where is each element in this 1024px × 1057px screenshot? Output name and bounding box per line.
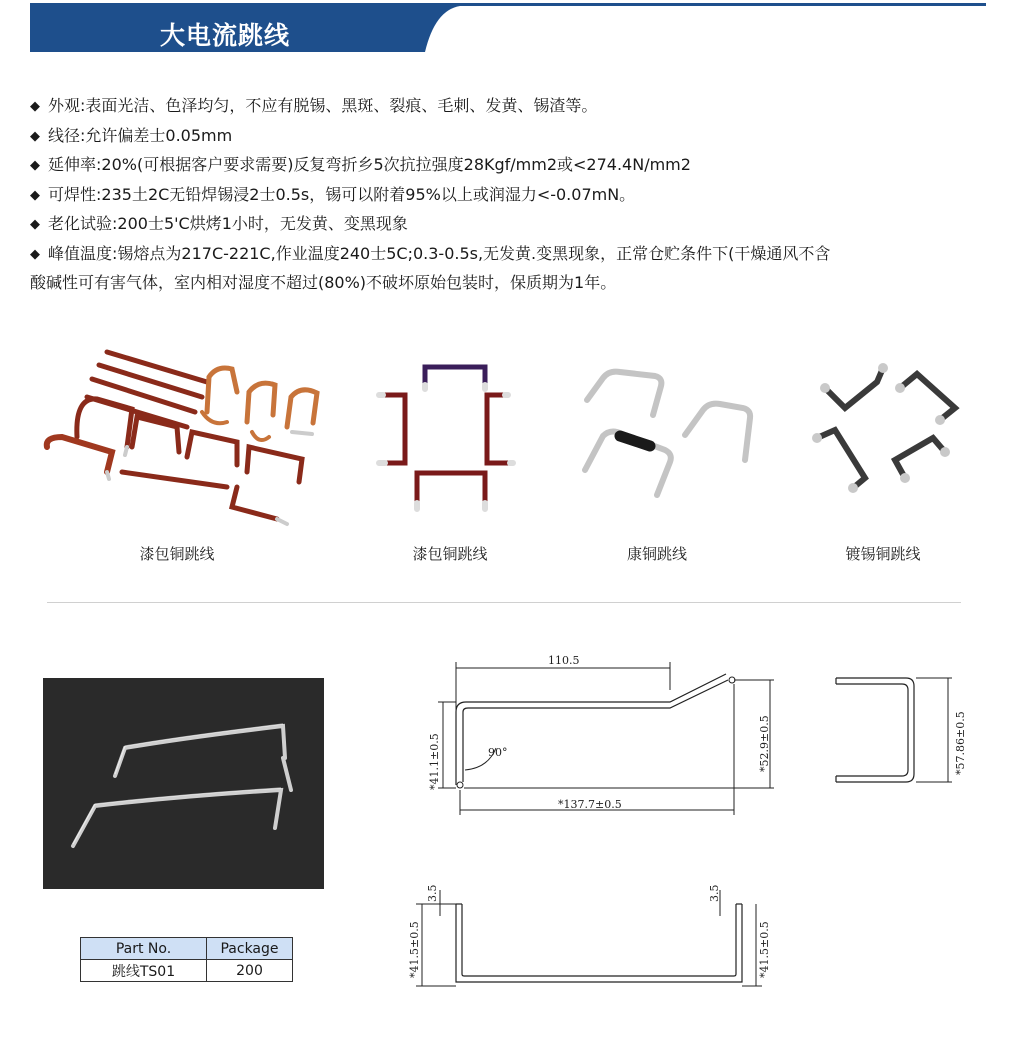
spec-text: 允许偏差士0.05mm [85,125,233,145]
table-row [81,960,293,982]
spec-text: 20%(可根据客户要求需要)反复弯折乡5次抗拉强度28Kgf/mm2或<274.4N/mm2 [101,155,691,174]
product-caption-4: 镀锡铜跳线 [845,545,921,563]
dim-label-bottom: *137.7±0.5 [558,798,622,811]
dim-label-top: 110.5 [548,654,580,667]
spec-item [30,240,990,270]
diamond-bullet-icon: ◆ [30,158,40,173]
diamond-bullet-icon: ◆ [30,217,40,232]
spec-label: 延伸率: [48,155,102,174]
product-photo-3 [575,360,765,510]
section-divider [47,602,961,603]
diamond-bullet-icon: ◆ [30,187,40,203]
dim-label-front-right: *41.5±0.5 [758,921,771,978]
spec-text: 锡熔点为217C-221C,作业温度240士5C;0.3-0.5s,无发黄.变黑现象，正常仓贮条件下(干燥通风不含 [117,243,831,263]
table-cell-package: 200 [207,960,293,982]
constantan-jumper-photo [575,360,765,510]
technical-drawing-front [400,878,780,998]
product-photo-4 [805,360,965,500]
spec-list [30,92,990,298]
product-caption-1: 漆包铜跳线 [139,545,215,563]
table-header-part-no: Part No. [81,938,207,960]
dim-label-right: *52.9±0.5 [758,715,771,772]
table-header-package: Package [207,938,293,960]
part-table [80,937,293,982]
spec-label: 可焊性: [48,184,102,204]
spec-item [30,210,990,240]
diamond-bullet-icon: ◆ [30,128,40,144]
spec-label: 线径: [48,125,86,145]
dim-label-side: *57.86±0.5 [954,711,967,775]
product-photo-1 [37,337,327,537]
dim-label-left: *41.1±0.5 [428,733,441,790]
dim-label-angle: 90° [488,746,508,759]
jumper-wire-photo [43,678,324,889]
technical-drawing-side [828,670,978,800]
diamond-bullet-icon: ◆ [30,246,40,262]
tinned-copper-jumper-photo [805,360,965,500]
spec-text: 表面光洁、色泽均匀，不应有脱锡、黑斑、裂痕、毛刺、发黄、锡渣等。 [85,96,598,115]
enameled-copper-jumper-photo [37,337,327,537]
jumper-sample-photo [43,678,324,889]
dim-label-front-left: *41.5±0.5 [408,921,421,978]
table-header-row [81,938,293,960]
spec-item [30,151,990,181]
spec-item [30,122,990,152]
enameled-copper-jumper-photo [355,355,535,525]
spec-label: 老化试验: [48,214,118,233]
dim-label-front-left-small: 3.5 [426,884,439,902]
table-cell-part-no: 跳线TS01 [81,960,207,982]
spec-text: 235土2C无铅焊锡浸2士0.5s，锡可以附着95%以上或润湿力<-0.07mN。 [101,184,636,204]
spec-label: 峰值温度: [48,243,118,263]
product-photo-2 [355,355,535,525]
product-caption-3: 康铜跳线 [626,545,687,563]
spec-label: 外观: [48,96,86,115]
dim-label-front-right-small: 3.5 [708,884,721,902]
spec-continuation: 酸碱性可有害气体，室内相对湿度不超过(80%)不破坏原始包装时，保质期为1年。 [30,273,617,292]
spec-text: 200士5'C烘烤1小时，无发黄、变黑现象 [117,214,408,233]
spec-item [30,181,990,211]
page-title: 大电流跳线 [160,21,291,50]
spec-item [30,92,990,122]
header-banner [30,6,460,52]
product-caption-2: 漆包铜跳线 [412,545,488,563]
technical-drawing-top [408,650,788,820]
diamond-bullet-icon: ◆ [30,99,40,114]
